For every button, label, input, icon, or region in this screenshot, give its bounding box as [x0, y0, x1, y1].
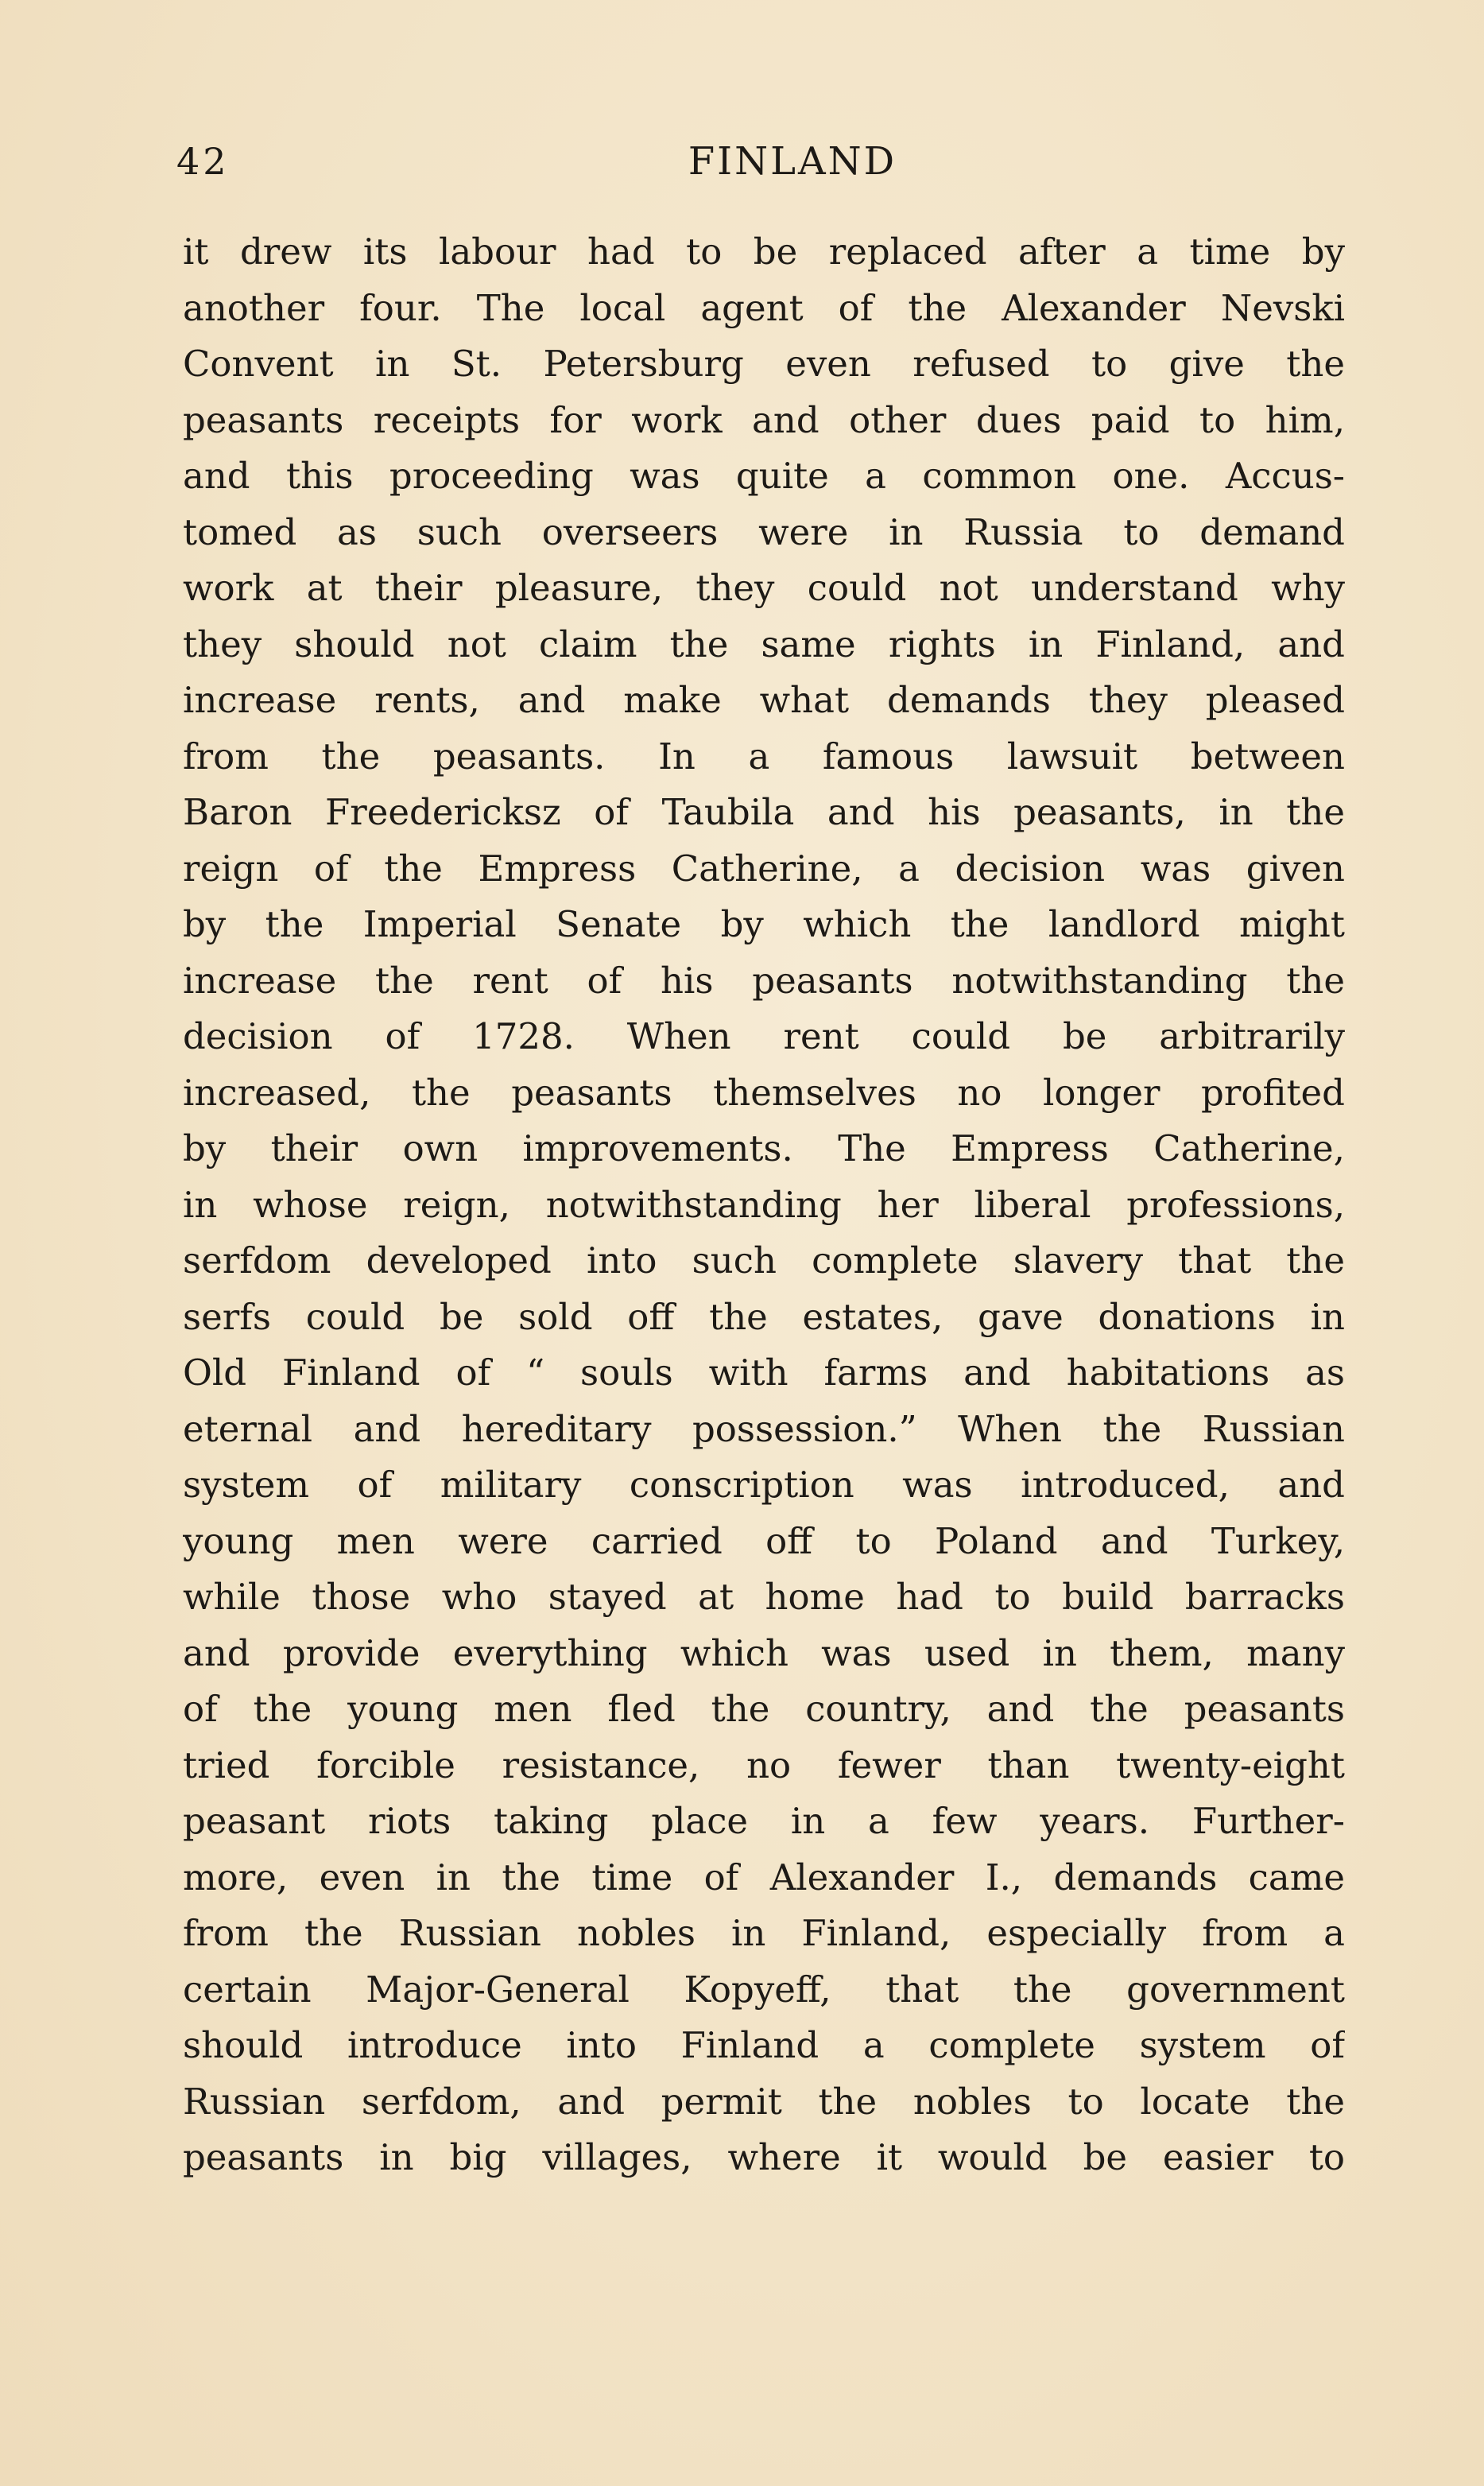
page-number: 42	[176, 140, 230, 183]
text-line: while those who stayed at home had to build barracks	[183, 1576, 1345, 1618]
text-line: work at their pleasure, they could not understand why	[183, 567, 1345, 609]
text-line: by the Imperial Senate by which the landlord might	[183, 903, 1345, 945]
text-line: tried forcible resistance, no fewer than twenty-eight	[183, 1743, 1345, 1786]
text-line: in whose reign, notwithstanding her liberal professions,	[183, 1183, 1345, 1226]
text-line: peasants in big villages, where it would be easier to	[183, 2136, 1345, 2178]
text-line: increase the rent of his peasants notwithstanding the	[183, 959, 1345, 1002]
text-line: system of military conscription was introduced, and	[183, 1464, 1345, 1506]
text-line: increased, the peasants themselves no longer profited	[183, 1071, 1345, 1114]
text-line: Baron Freedericksz of Taubila and his peasants, in the	[183, 791, 1345, 833]
text-line: certain Major-General Kopyeff, that the government	[183, 1968, 1345, 2011]
text-line: peasant riots taking place in a few years. Further-	[183, 1800, 1345, 1842]
text-line: from the Russian nobles in Finland, especially from a	[183, 1912, 1345, 1954]
text-line: should introduce into Finland a complete system of	[183, 2024, 1345, 2066]
body-text	[183, 224, 1345, 2186]
text-line: from the peasants. In a famous lawsuit between	[183, 735, 1345, 778]
text-line: and this proceeding was quite a common one. Accus-	[183, 455, 1345, 497]
text-line: tomed as such overseers were in Russia to demand	[183, 510, 1345, 553]
text-line: Russian serfdom, and permit the nobles to locate the	[183, 2080, 1345, 2123]
text-line: they should not claim the same rights in Finland, and	[183, 622, 1345, 665]
text-line: decision of 1728. When rent could be arbitrarily	[183, 1015, 1345, 1057]
text-line: increase rents, and make what demands they pleased	[183, 679, 1345, 721]
text-line: by their own improvements. The Empress Catherine,	[183, 1127, 1345, 1169]
text-line: Convent in St. Petersburg even refused to give the	[183, 343, 1345, 385]
text-line: of the young men fled the country, and the peasants	[183, 1688, 1345, 1730]
running-head	[176, 134, 1353, 189]
text-line: eternal and hereditary possession.” When the Russian	[183, 1407, 1345, 1450]
text-line: and provide everything which was used in them, many	[183, 1631, 1345, 1674]
text-line: reign of the Empress Catherine, a decision was given	[183, 847, 1345, 890]
text-line: another four. The local agent of the Alexander Nevski	[183, 286, 1345, 329]
text-line: more, even in the time of Alexander I., demands came	[183, 1856, 1345, 1898]
text-line: Old Finland of “ souls with farms and habitations as	[183, 1352, 1345, 1394]
running-title: FINLAND	[688, 139, 897, 184]
text-line: it drew its labour had to be replaced after a time by	[183, 231, 1345, 273]
text-line: peasants receipts for work and other dues paid to him,	[183, 398, 1345, 441]
text-line: young men were carried off to Poland and Turkey,	[183, 1519, 1345, 1562]
text-line: serfs could be sold off the estates, gave donations in	[183, 1295, 1345, 1338]
text-line: serfdom developed into such complete slavery that the	[183, 1239, 1345, 1282]
